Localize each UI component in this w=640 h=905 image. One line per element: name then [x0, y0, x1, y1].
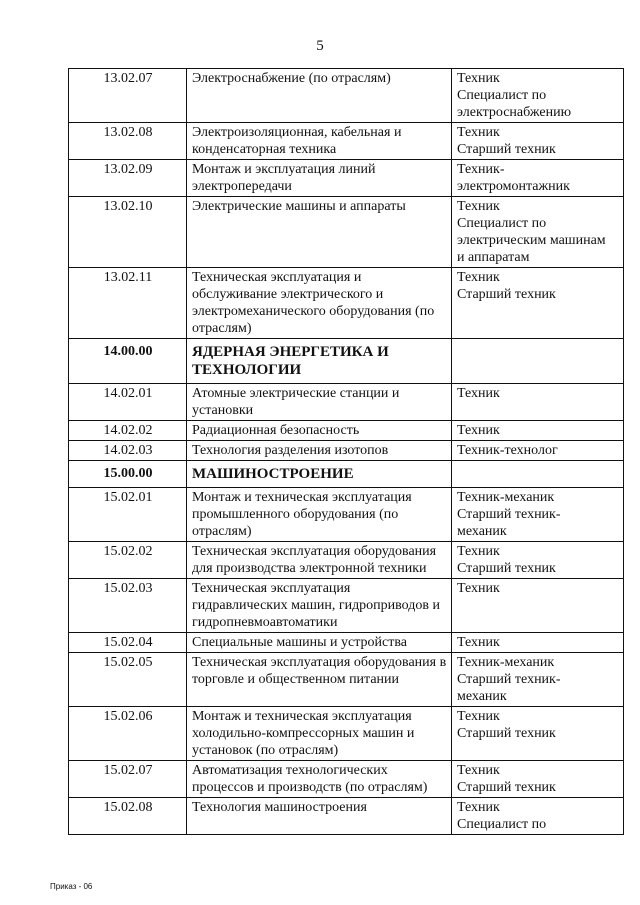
specialty-name: Монтаж и техническая эксплуатация холодильно-компрессорных машин и установок (по отраслям) — [187, 707, 452, 761]
qualification: Техник-технолог — [457, 443, 558, 458]
table-row — [69, 579, 624, 633]
section-row — [69, 339, 624, 384]
specialty-code: 15.02.08 — [69, 798, 187, 835]
qualification: Техник-механик — [457, 655, 555, 670]
qualification: электрическим машинам — [457, 233, 606, 248]
qualification: механик — [457, 689, 507, 704]
specialty-name: Техническая эксплуатация оборудования для производства электронной техники — [187, 542, 452, 579]
specialty-code: 15.02.07 — [69, 761, 187, 798]
qualification-cell — [452, 441, 624, 461]
table-row — [69, 268, 624, 339]
specialty-name: Атомные электрические станции и установки — [187, 384, 452, 421]
section-row — [69, 461, 624, 488]
qualification-cell — [452, 197, 624, 268]
specialty-code: 15.02.04 — [69, 633, 187, 653]
table-row — [69, 160, 624, 197]
qualification-cell — [452, 542, 624, 579]
specialty-name: Радиационная безопасность — [187, 421, 452, 441]
qualification: и аппаратам — [457, 250, 530, 265]
qualification: Техник — [457, 544, 500, 559]
qualification: Специалист по — [457, 817, 547, 832]
specialty-code: 13.02.08 — [69, 123, 187, 160]
specialty-code: 14.00.00 — [69, 339, 187, 384]
specialty-code: 14.02.03 — [69, 441, 187, 461]
qualification: Старший техник — [457, 561, 556, 576]
qualification-cell — [452, 488, 624, 542]
specialty-name: Техническая эксплуатация и обслуживание электрического и электромеханического оборудования (по отраслям) — [187, 268, 452, 339]
specialty-name: Электрические машины и аппараты — [187, 197, 452, 268]
qualification: Техник — [457, 270, 500, 285]
section-title: МАШИНОСТРОЕНИЕ — [187, 461, 452, 488]
specialty-name: Техническая эксплуатация оборудования в торговле и общественном питании — [187, 653, 452, 707]
qualification: Техник — [457, 800, 500, 815]
specialties-table — [68, 68, 624, 835]
specialty-code: 13.02.09 — [69, 160, 187, 197]
qualification: Старший техник — [457, 726, 556, 741]
qualification: Техник — [457, 709, 500, 724]
qualification-cell — [452, 421, 624, 441]
qualification-cell — [452, 339, 624, 384]
qualification: Техник — [457, 763, 500, 778]
qualification-cell — [452, 461, 624, 488]
specialty-name: Электроснабжение (по отраслям) — [187, 69, 452, 123]
table-row — [69, 69, 624, 123]
qualification-cell — [452, 707, 624, 761]
specialty-name: Специальные машины и устройства — [187, 633, 452, 653]
table-row — [69, 197, 624, 268]
table-row — [69, 707, 624, 761]
specialty-code: 14.02.01 — [69, 384, 187, 421]
qualification-cell — [452, 633, 624, 653]
qualification: Старший техник — [457, 287, 556, 302]
qualification: Техник — [457, 71, 500, 86]
qualification-cell — [452, 579, 624, 633]
specialty-code: 15.02.01 — [69, 488, 187, 542]
qualification: Старший техник- — [457, 507, 561, 522]
qualification-cell — [452, 798, 624, 835]
qualification: Техник — [457, 199, 500, 214]
specialty-code: 13.02.10 — [69, 197, 187, 268]
specialty-name: Электроизоляционная, кабельная и конденсаторная техника — [187, 123, 452, 160]
qualification: Специалист по — [457, 216, 547, 231]
page-number: 5 — [316, 38, 324, 54]
specialty-name: Техническая эксплуатация гидравлических машин, гидроприводов и гидропневмоавтоматики — [187, 579, 452, 633]
specialty-code: 15.02.06 — [69, 707, 187, 761]
table-row — [69, 441, 624, 461]
specialty-code: 15.02.05 — [69, 653, 187, 707]
qualification: Старший техник — [457, 142, 556, 157]
qualification: Техник — [457, 423, 500, 438]
specialty-code: 15.00.00 — [69, 461, 187, 488]
table-row — [69, 384, 624, 421]
table-body — [69, 69, 624, 835]
qualification: Специалист по — [457, 88, 547, 103]
table-row — [69, 633, 624, 653]
section-title: ЯДЕРНАЯ ЭНЕРГЕТИКА И ТЕХНОЛОГИИ — [187, 339, 452, 384]
table-row — [69, 798, 624, 835]
table-row — [69, 542, 624, 579]
specialty-code: 13.02.11 — [69, 268, 187, 339]
qualification: Техник — [457, 386, 500, 401]
qualification: Старший техник — [457, 780, 556, 795]
qualification-cell — [452, 69, 624, 123]
qualification: Техник — [457, 125, 500, 140]
table-row — [69, 761, 624, 798]
specialty-code: 15.02.02 — [69, 542, 187, 579]
qualification: электромонтажник — [457, 179, 570, 194]
qualification-cell — [452, 268, 624, 339]
qualification-cell — [452, 384, 624, 421]
specialty-code: 13.02.07 — [69, 69, 187, 123]
specialty-code: 15.02.03 — [69, 579, 187, 633]
qualification: Техник — [457, 581, 500, 596]
qualification: Старший техник- — [457, 672, 561, 687]
table-row — [69, 421, 624, 441]
table-row — [69, 123, 624, 160]
table-row — [69, 488, 624, 542]
qualification: механик — [457, 524, 507, 539]
qualification: Техник — [457, 635, 500, 650]
qualification-cell — [452, 761, 624, 798]
specialty-name: Автоматизация технологических процессов и производств (по отраслям) — [187, 761, 452, 798]
specialty-name: Монтаж и эксплуатация линий электропередачи — [187, 160, 452, 197]
qualification: Техник-механик — [457, 490, 555, 505]
specialty-name: Технология машиностроения — [187, 798, 452, 835]
qualification-cell — [452, 123, 624, 160]
qualification: электроснабжению — [457, 105, 572, 120]
specialty-name: Монтаж и техническая эксплуатация промышленного оборудования (по отраслям) — [187, 488, 452, 542]
specialty-code: 14.02.02 — [69, 421, 187, 441]
qualification: Техник- — [457, 162, 505, 177]
qualification-cell — [452, 160, 624, 197]
footer-mark: Приказ - 06 — [50, 882, 93, 891]
specialty-name: Технология разделения изотопов — [187, 441, 452, 461]
table-row — [69, 653, 624, 707]
qualification-cell — [452, 653, 624, 707]
